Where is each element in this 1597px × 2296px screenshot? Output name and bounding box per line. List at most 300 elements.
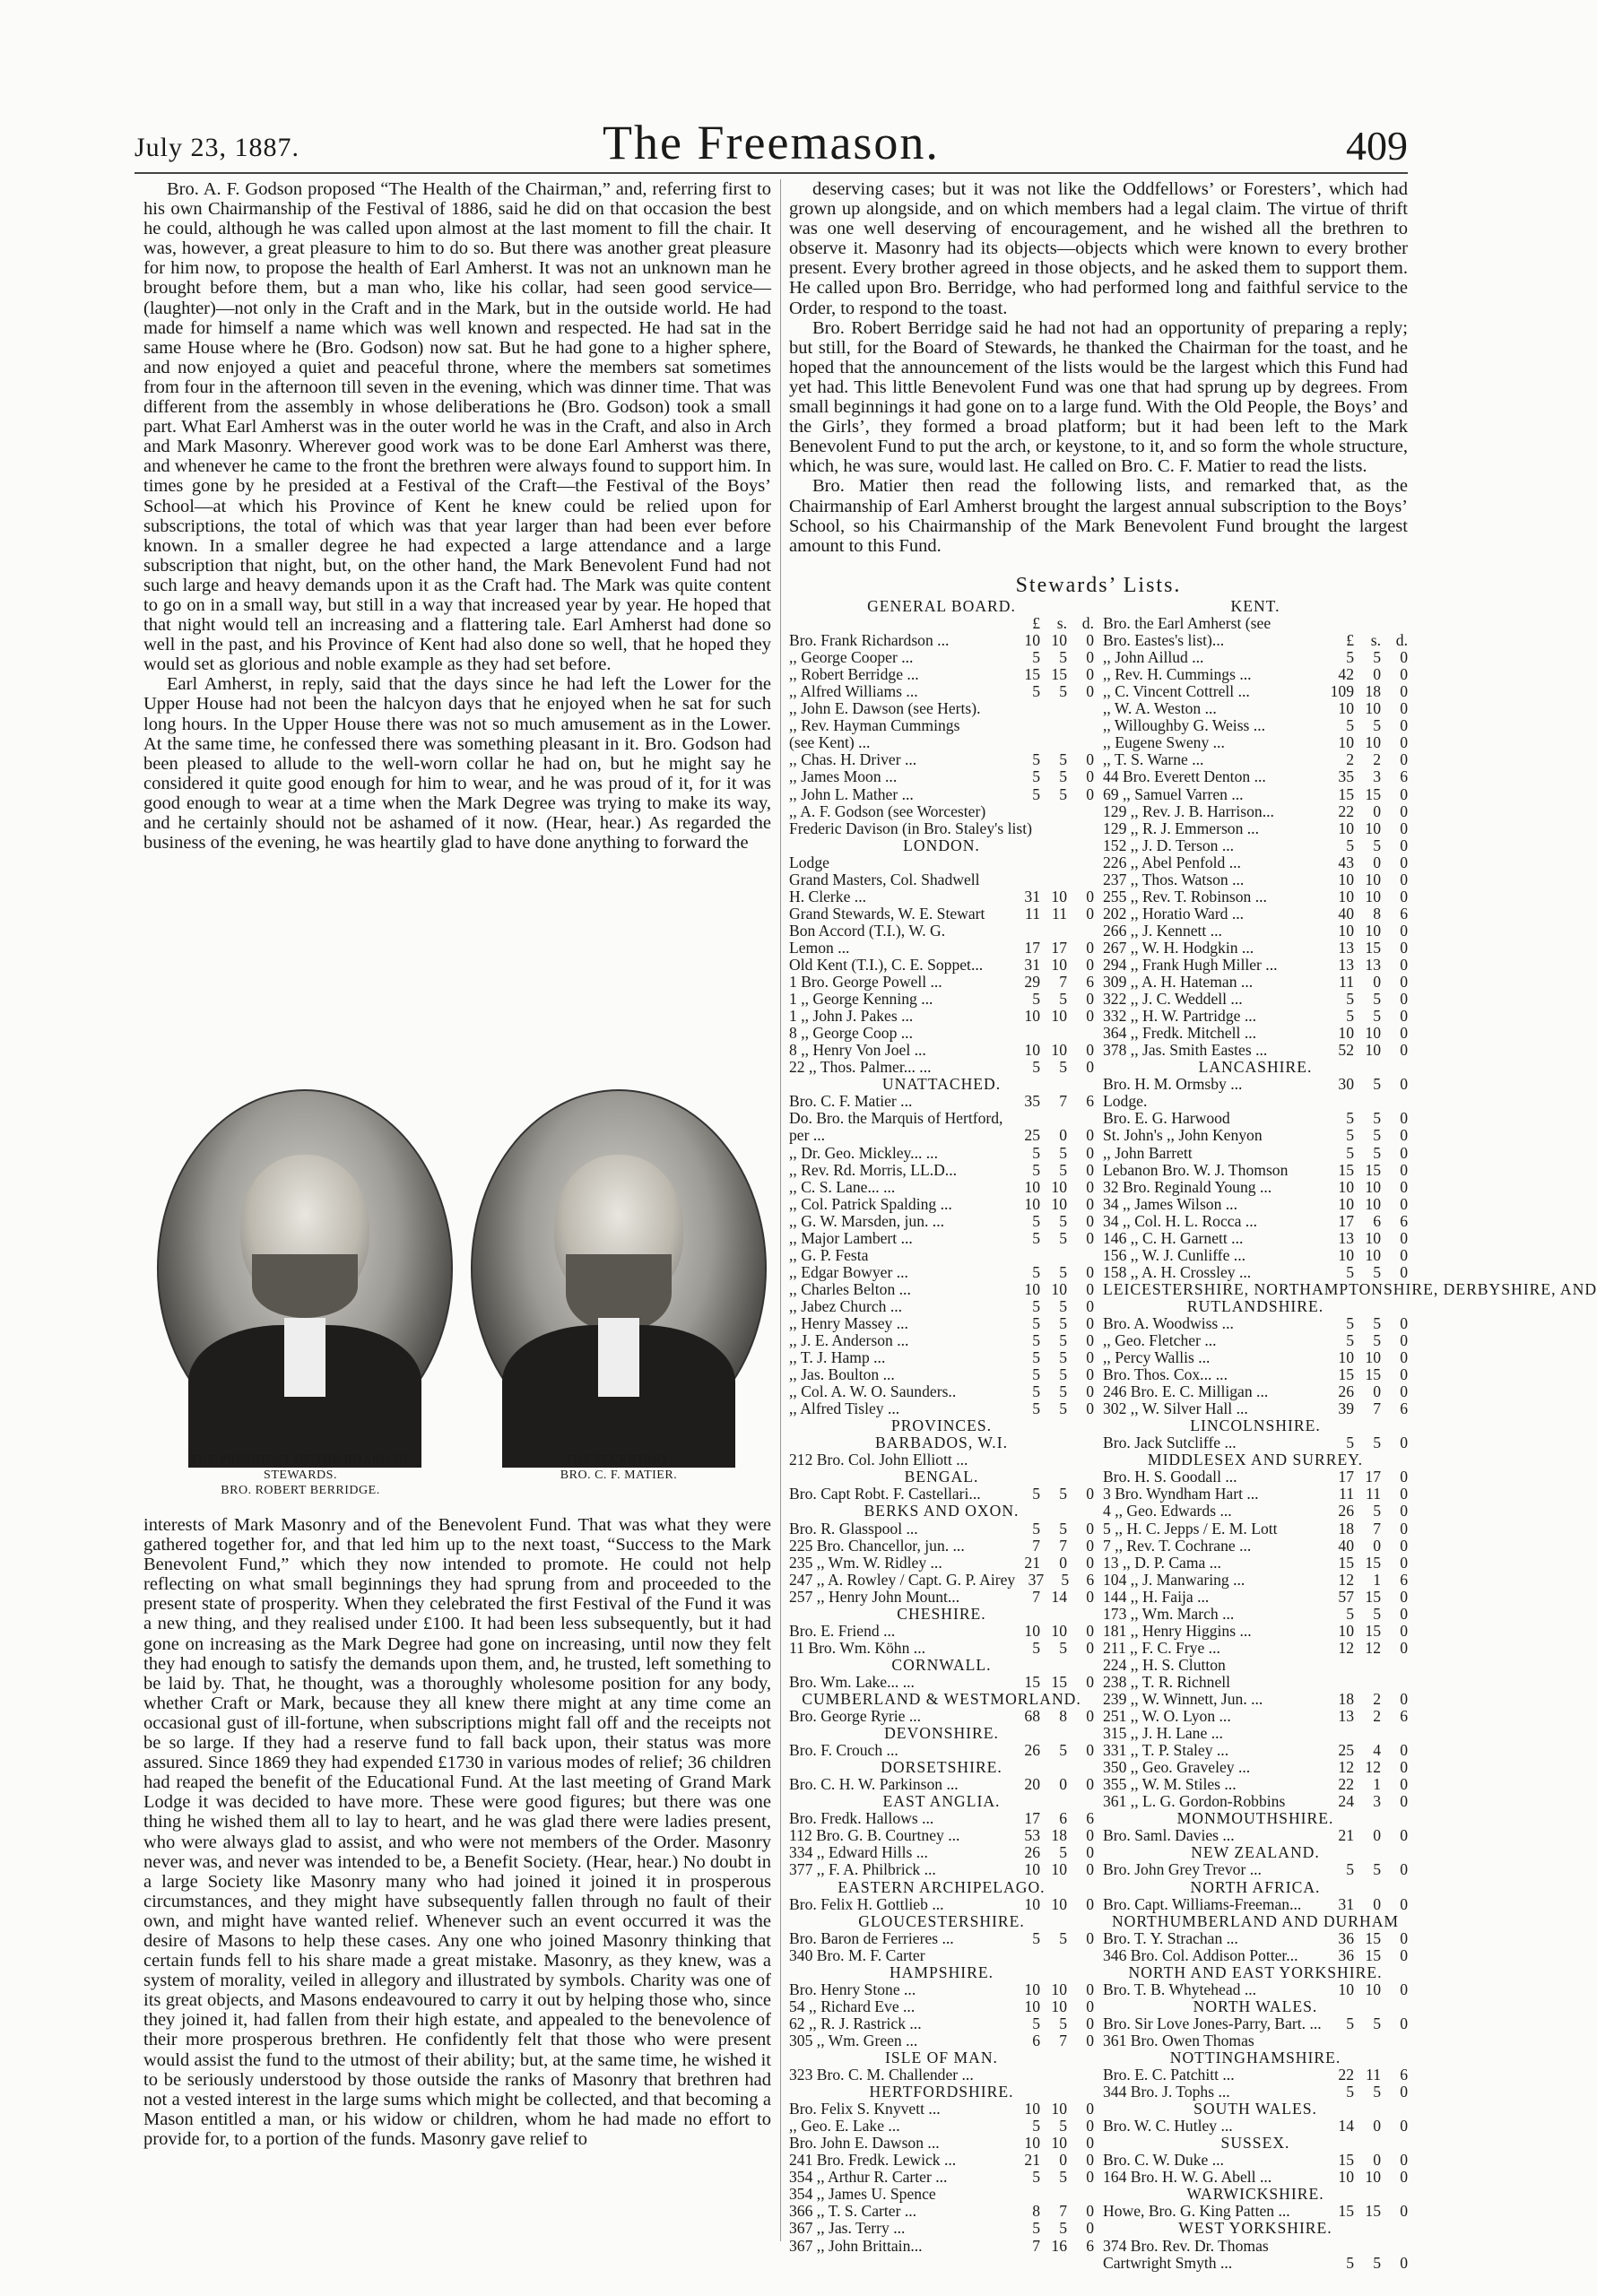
steward-name: 112 Bro. G. B. Courtney ... [789, 1826, 960, 1845]
pounds: 10 [1338, 1177, 1354, 1196]
list-item [789, 2015, 1094, 2032]
steward-name: 13 ,, D. P. Cama ... [1103, 1553, 1221, 1572]
steward-name: 266 ,, J. Kennett ... [1103, 921, 1222, 940]
list-item [1103, 1162, 1408, 1179]
list-item [1103, 1861, 1408, 1878]
pounds: 10 [1024, 2100, 1040, 2118]
amount [1325, 1247, 1408, 1264]
list-item [1103, 1042, 1408, 1059]
stewards-list-left [789, 598, 1094, 2255]
steward-name: 354 ,, James U. Spence [789, 2185, 936, 2204]
pounds: 5 [1346, 1313, 1354, 1332]
steward-name: 331 ,, T. P. Staley ... [1103, 1741, 1229, 1760]
pence: 0 [1400, 1041, 1408, 1060]
pence: 0 [1400, 1143, 1408, 1162]
steward-name: ,, Willoughby G. Weiss ... [1103, 716, 1265, 735]
list-item [1103, 1145, 1408, 1162]
pence [1069, 923, 1094, 940]
pounds: 13 [1338, 1707, 1354, 1726]
steward-name: 346 Bro. Col. Addison Potter... [1103, 1945, 1298, 1964]
pounds: 10 [1338, 1245, 1354, 1264]
pounds: 26 [1338, 1382, 1354, 1401]
pence: 0 [1400, 2014, 1408, 2032]
amount [1325, 1674, 1408, 1691]
list-item [1103, 803, 1408, 820]
amount [1325, 1861, 1408, 1878]
list-item [1103, 1247, 1408, 1264]
amount [1325, 649, 1408, 666]
list-item [1103, 854, 1408, 871]
list-item [789, 1708, 1094, 1725]
shillings: 7 [1059, 1092, 1067, 1111]
pounds: 5 [1032, 767, 1040, 786]
pounds: 10 [1024, 2134, 1040, 2153]
shillings: 5 [1373, 1502, 1381, 1521]
steward-name: 104 ,, J. Manwaring ... [1103, 1570, 1245, 1589]
list-heading: MONMOUTHSHIRE. [1176, 1809, 1334, 1828]
list-item [789, 1315, 1094, 1332]
shillings: 7 [1059, 973, 1067, 992]
shillings: 5 [1373, 990, 1381, 1009]
shillings: 5 [1059, 750, 1067, 769]
pounds: 5 [1346, 1007, 1354, 1026]
shillings: 4 [1373, 1741, 1381, 1760]
amount [1011, 632, 1094, 649]
amount [1011, 888, 1094, 905]
steward-name: Lodge [789, 853, 829, 871]
amount [1325, 1400, 1408, 1417]
shillings: 5 [1373, 1075, 1381, 1094]
pounds: 10 [1024, 1894, 1040, 1913]
amount [1325, 2084, 1408, 2101]
pounds [1015, 923, 1040, 940]
shillings: 10 [1365, 733, 1381, 752]
pounds: 5 [1032, 1228, 1040, 1247]
shillings: 10 [1365, 1024, 1381, 1043]
pounds: 10 [1338, 2168, 1354, 2187]
list-item [789, 1776, 1094, 1793]
amount [1325, 666, 1408, 683]
steward-name: ,, W. A. Weston ... [1103, 699, 1217, 718]
pence [1069, 2186, 1094, 2203]
pounds: 5 [1346, 1262, 1354, 1281]
shillings: 10 [1051, 2100, 1067, 2118]
shillings: 5 [1373, 2014, 1381, 2032]
steward-name: ,, Charles Belton ... [789, 1279, 911, 1298]
pence: 6 [1400, 1211, 1408, 1230]
pence: 0 [1086, 1058, 1094, 1077]
pounds: 5 [1032, 2117, 1040, 2136]
list-item [1103, 923, 1408, 940]
steward-name: Bro. Frank Richardson ... [789, 631, 950, 650]
pence: 0 [1086, 1519, 1094, 1538]
shillings: 5 [1059, 1843, 1067, 1862]
amount [1011, 1947, 1094, 1964]
list-item [789, 923, 1094, 940]
amount [1011, 683, 1094, 700]
amount [1011, 786, 1094, 803]
pounds: 29 [1024, 973, 1040, 992]
amount [1011, 854, 1094, 871]
steward-name: Old Kent (T.I.), C. E. Soppet... [789, 955, 984, 974]
shillings: 10 [1365, 921, 1381, 940]
steward-name: 7 ,, Rev. T. Cochrane ... [1103, 1536, 1252, 1555]
shillings: 5 [1059, 1928, 1067, 1947]
shillings: 10 [1365, 1194, 1381, 1213]
shillings [1356, 2238, 1381, 2255]
list-item [1103, 1093, 1408, 1110]
steward-name: 309 ,, A. H. Hateman ... [1103, 973, 1254, 992]
steward-name: 267 ,, W. H. Hodgkin ... [1103, 938, 1254, 957]
shillings: 10 [1051, 1279, 1067, 1298]
list-item [789, 649, 1094, 666]
pounds: 10 [1024, 1177, 1040, 1196]
pounds: 15 [1024, 1672, 1040, 1691]
list-item [789, 1896, 1094, 1913]
steward-name: 364 ,, Fredk. Mitchell ... [1103, 1024, 1257, 1043]
amount [1011, 2032, 1094, 2049]
pence: 0 [1400, 2253, 1408, 2272]
list-item [789, 2066, 1094, 2084]
steward-name: 158 ,, A. H. Crossley ... [1103, 1262, 1252, 1281]
amount [1011, 1196, 1094, 1213]
pence: 0 [1086, 1296, 1094, 1315]
list-item [1103, 1708, 1408, 1725]
steward-name: 237 ,, Thos. Watson ... [1103, 870, 1245, 888]
shillings: 10 [1051, 1621, 1067, 1640]
steward-name: 322 ,, J. C. Weddell ... [1103, 990, 1243, 1009]
amount [1011, 2135, 1094, 2152]
pence: 0 [1086, 1160, 1094, 1179]
list-item [789, 734, 1094, 751]
pounds: 25 [1024, 1126, 1040, 1145]
pence: 6 [1400, 1399, 1408, 1418]
amount [1011, 1264, 1094, 1281]
pounds: 5 [1032, 1160, 1040, 1179]
pence: 0 [1400, 1434, 1408, 1452]
pence: 0 [1086, 1980, 1094, 1998]
list-item [1103, 1538, 1408, 1555]
shillings: 11 [1052, 904, 1067, 923]
amount [1325, 717, 1408, 734]
steward-name: ,, Geo. E. Lake ... [789, 2117, 900, 2136]
steward-name: Bro. Capt Robt. F. Castellari... [789, 1485, 981, 1503]
pence [1383, 615, 1408, 632]
paragraph: Bro. Robert Berridge said he had not had an opportunity of preparing a reply; but still, for the Board of Stewards, he thanked the Chairman for the toast, and he hoped that the announcement of the lists would be the largest which this Fund had yet had. This little Benevolent Fund was one that had sprung up by degrees. From small beginnings it had gone on to a large fund. With the Old People, the Boys’ and the Girls’, they formed a broad platform; but it had been left to the Mark Benevolent Fund to put the arch, or keystone, to it, and so form the whole structure, which, he was sure, would last. He called on Bro. C. F. Matier to read the lists. [789, 317, 1408, 477]
shillings: 10 [1051, 1007, 1067, 1026]
pence: 0 [1086, 1536, 1094, 1555]
list-item [789, 1486, 1094, 1503]
amount [1011, 1025, 1094, 1042]
list-heading: WEST YORKSHIRE. [1178, 2219, 1332, 2238]
pounds: 5 [1346, 1109, 1354, 1128]
pence: 6 [1086, 973, 1094, 992]
amount [1325, 1025, 1408, 1042]
steward-name: ,, G. W. Marsden, jun. ... [789, 1211, 944, 1230]
shillings: 10 [1365, 1228, 1381, 1247]
steward-name: 354 ,, Arthur R. Carter ... [789, 2168, 948, 2187]
pence: 0 [1086, 784, 1094, 803]
amount [1011, 1844, 1094, 1861]
pence: 0 [1400, 1109, 1408, 1128]
steward-name: 241 Bro. Fredk. Lewick ... [789, 2151, 957, 2170]
pence: 0 [1400, 1262, 1408, 1281]
shillings: 5 [1373, 836, 1381, 854]
pence: 0 [1400, 648, 1408, 667]
steward-name: 32 Bro. Reginald Young ... [1103, 1177, 1272, 1196]
pounds: 7 [1032, 1536, 1040, 1555]
stewards-lists-title: Stewards’ Lists. [1015, 574, 1182, 597]
paragraph: interests of Mark Masonry and of the Benevolent Fund. That was what they were gathered together for, and that led him up to the next toast, “Success to the Mark Benevolent Fund,” which they now intended to promote. He could not help reflecting on what small beginnings they had sprung from and proceeded to the present state of prosperity. When they celebrated the first Festival of the Fund it was a new thing, and they realised under £100. It had been less subsequently, but it had gone on increasing as the Mark Degree had gone on increasing, until now they felt they had enough to satisfy the demands upon them, and, he trusted, left something to be laid by. That, he thought, was a thoroughly wholesome position for any body, whether Craft or Mark, because they all knew there might at any time come an occasional gust of ill-fortune, when subscriptions might fall off and the receipts not be so large. If they had a reserve fund to fall back upon, their status was more assured. Since 1869 they had expended £1730 in various modes of relief; 36 children had reaped the benefit of the Educational Fund. At the last meeting of Grand Mark Lodge it was decided to have more. These were good figures; but there was one thing he wished them all to lay to heart, and he was glad there were ladies present, who were always glad to assist, and who were not members of the Order. Masonry never was, and never was intended to be, a Benefit Society. (Hear, hear.) No doubt in a large Society like Masonry many who had joined it joined it in prosperous circumstances, and they might have subsequently fallen through no fault of their own, and might have wanted relief. Whenever such an event occurred it was the desire of Masons to help these cases. Any one who joined Masonry thinking that certain funds fell to his share made a great mistake. Masonry, as they knew, was a system of morality, veiled in allegory and illustrated by symbols. Charity was one of its great objects, and Masons endeavoured to carry it out by helping those who, since they joined it, had fallen from their high estate, and appealed to the benevolence of their more prosperous brethren. He confidently felt that those who were present would assist the fund to the utmost of their ability; but, at the same time, he wished it to be seriously understood by those outside the ranks of Masonry that brethren had not a vested interest in the large sums which might be collected, and that becoming a Mason entitled a man, or his widow or children, whom he had made no effort to provide for, to a portion of the funds. Masonry gave relief to [143, 1515, 771, 2149]
steward-name: Bro. C. W. Duke ... [1103, 2151, 1224, 2170]
list-item [789, 1981, 1094, 1998]
amount [1011, 1623, 1094, 1640]
issue-date: July 23, 1887. [135, 133, 300, 162]
pence: 0 [1086, 2100, 1094, 2118]
pence: 0 [1400, 1024, 1408, 1043]
shillings: 5 [1059, 1638, 1067, 1657]
shillings: 0 [1059, 1775, 1067, 1794]
shillings: 10 [1365, 2168, 1381, 2187]
list-item [789, 1930, 1094, 1947]
list-item [789, 717, 1094, 734]
pounds: 5 [1032, 784, 1040, 803]
pounds: 10 [1338, 887, 1354, 905]
list-item [789, 2152, 1094, 2169]
pence: 0 [1086, 2031, 1094, 2049]
amount [1011, 1281, 1094, 1298]
pounds: 53 [1024, 1826, 1040, 1845]
list-heading: DORSETSHIRE. [881, 1758, 1002, 1777]
shillings: 10 [1365, 1245, 1381, 1264]
pounds [1329, 1093, 1354, 1110]
pounds: 5 [1032, 648, 1040, 667]
pounds [1015, 1451, 1040, 1469]
list-item [789, 1008, 1094, 1025]
pence: 0 [1400, 1502, 1408, 1521]
pounds: 10 [1024, 1194, 1040, 1213]
pounds: 10 [1024, 1997, 1040, 2015]
pounds: 35 [1024, 1092, 1040, 1111]
shillings: 10 [1365, 1041, 1381, 1060]
list-item [1103, 2066, 1408, 2084]
pence: 0 [1086, 2134, 1094, 2153]
pounds: 5 [1346, 990, 1354, 1009]
shillings: 7 [1373, 1399, 1381, 1418]
pence: 0 [1086, 1741, 1094, 1760]
shillings: s. [1056, 614, 1067, 633]
steward-name: 378 ,, Jas. Smith Eastes ... [1103, 1041, 1268, 1060]
stewards-list-right [1103, 597, 1597, 2272]
pounds: 31 [1024, 887, 1040, 905]
pence: 0 [1086, 2202, 1094, 2221]
steward-name: per ... [789, 1126, 826, 1145]
steward-name: 377 ,, F. A. Philbrick ... [789, 1860, 936, 1879]
pounds: 5 [1032, 2219, 1040, 2238]
steward-name: 238 ,, T. R. Richnell [1103, 1672, 1231, 1691]
shillings: 5 [1373, 1604, 1381, 1623]
list-item [789, 1162, 1094, 1179]
shillings: 5 [1059, 2014, 1067, 2032]
steward-name: 212 Bro. Col. John Elliott ... [789, 1451, 968, 1469]
amount [1325, 615, 1408, 632]
shillings: 10 [1051, 1177, 1067, 1196]
pounds: 35 [1338, 767, 1354, 786]
amount [1325, 2066, 1408, 2084]
pence: 0 [1086, 1928, 1094, 1947]
pence: 0 [1086, 1143, 1094, 1162]
pounds: 31 [1024, 955, 1040, 974]
amount [1011, 940, 1094, 957]
pence: 0 [1086, 1126, 1094, 1145]
amount [1011, 1230, 1094, 1247]
steward-name: ,, Jas. Boulton ... [789, 1365, 895, 1384]
list-item [1103, 974, 1408, 991]
pence: 0 [1400, 2117, 1408, 2136]
pence: 0 [1400, 1980, 1408, 1998]
amount [1325, 1640, 1408, 1657]
shillings: 12 [1365, 1638, 1381, 1657]
list-item [1103, 768, 1408, 785]
amount [1325, 1896, 1408, 1913]
list-item [789, 1110, 1094, 1127]
pounds: 15 [1338, 784, 1354, 803]
steward-name: 251 ,, W. O. Lyon ... [1103, 1707, 1231, 1726]
amount [1325, 957, 1408, 974]
amount [1325, 1434, 1408, 1451]
shillings [1356, 2032, 1381, 2049]
list-item [1103, 1025, 1408, 1042]
pounds: 13 [1338, 1228, 1354, 1247]
list-item [789, 1538, 1094, 1555]
pence [1383, 1093, 1408, 1110]
list-item [1103, 820, 1408, 837]
shillings: 10 [1051, 1194, 1067, 1213]
list-heading: EASTERN ARCHIPELAGO. [838, 1877, 1046, 1896]
shillings: 0 [1373, 1536, 1381, 1555]
steward-name: 361 Bro. Owen Thomas [1103, 2031, 1254, 2049]
pence: 0 [1086, 1775, 1094, 1794]
pounds: 10 [1338, 699, 1354, 718]
list-item [1103, 1486, 1408, 1503]
shillings [1042, 1947, 1067, 1964]
shillings: 10 [1051, 2134, 1067, 2153]
amount [1011, 1810, 1094, 1827]
steward-name: 366 ,, T. S. Carter ... [789, 2202, 917, 2221]
list-item [1103, 1332, 1408, 1349]
shillings: 15 [1365, 784, 1381, 803]
shillings: 5 [1059, 1143, 1067, 1162]
amount [1325, 1981, 1408, 1998]
amount [1325, 2032, 1408, 2049]
pounds: 11 [1339, 973, 1354, 992]
pounds: 25 [1338, 1741, 1354, 1760]
pence: 0 [1400, 1007, 1408, 1026]
pence [1383, 2238, 1408, 2255]
list-item [789, 1589, 1094, 1606]
list-item [789, 1349, 1094, 1366]
amount [1011, 700, 1094, 717]
list-heading: CORNWALL. [891, 1655, 992, 1674]
amount [1011, 1315, 1094, 1332]
steward-name: 181 ,, Henry Higgins ... [1103, 1621, 1252, 1640]
shillings: s. [1370, 631, 1381, 650]
pounds: 15 [1338, 1553, 1354, 1572]
pence: 0 [1400, 1792, 1408, 1811]
pence: 0 [1086, 1621, 1094, 1640]
amount [1011, 803, 1094, 820]
column-divider [780, 179, 781, 2241]
shillings: 15 [1365, 1945, 1381, 1964]
pounds: 17 [1024, 938, 1040, 957]
list-item [1103, 1623, 1408, 1640]
amount [1011, 2169, 1094, 2186]
pounds: 109 [1330, 682, 1354, 701]
amount [1011, 1349, 1094, 1366]
pounds: 22 [1338, 801, 1354, 820]
amount [1011, 1742, 1094, 1759]
pounds: 10 [1338, 1024, 1354, 1043]
shillings [1356, 1674, 1381, 1691]
paragraph: Bro. A. F. Godson proposed “The Health of the Chairman,” and, referring first to his own Chairmanship of the Festival of 1886, said he did on that occasion the best he could, although he was called upon almost at the last moment to fill the chair. It was, however, a great pleasure to him to do so. But there was another great pleasure for him now, to propose the health of Earl Amherst. It was not an unknown man he brought before them, but a man who, like his collar, had seen good service—(laughter)—not only in the Craft and in the Mark, but in the outside world. He had made for himself a name which was well known and respected. He had sat in the same House where he (Bro. Godson) now sat. But he had gone to a higher sphere, and now enjoyed a quiet and peaceful throne, where the members sat sometimes from four in the afternoon till seven in the evening, which was dinner time. That was different from the assembly in whose deliberations he (Bro. Godson) took a small part. What Earl Amherst was in the outer world he was in the Craft, and also in Arch and Mark Masonry. Wherever good work was to be done Earl Amherst was there, and whenever he came to the front the brethren were always found to support him. In times gone by he presided at a Festival of the Craft—the Festival of the Boys’ School—at which his Province of Kent he knew could be relied upon for subscriptions, the total of which was that year larger than had been ever before known. In a smaller degree he had expected a large attendance and a large subscription that night, but, on the other hand, the Mark Benevolent Fund had not such large and heavy demands upon it as the Craft had. The Mark was quite content to go on in a small way, but still in a way that increased year by year. He hoped that that night would tell an increasing and a flattering tale. Earl Amherst had done so well in the past, and his Province of Kent had also done so well, that he hoped they would set as glorious and noble example as they had set before. [143, 179, 771, 675]
steward-name: 340 Bro. M. F. Carter [789, 1945, 925, 1964]
pence: 0 [1086, 2014, 1094, 2032]
shillings: 17 [1051, 938, 1067, 957]
pence: 0 [1086, 1553, 1094, 1572]
list-heading: BERKS AND OXON. [864, 1502, 1020, 1521]
list-item [789, 1742, 1094, 1759]
pence: 0 [1400, 2083, 1408, 2101]
pence: 0 [1086, 631, 1094, 650]
list-item [1103, 1657, 1408, 1674]
pounds: 36 [1338, 1945, 1354, 1964]
shillings: 8 [1373, 904, 1381, 923]
pounds [1015, 700, 1040, 717]
amount [1011, 768, 1094, 785]
amount [1325, 1555, 1408, 1572]
shillings: 0 [1373, 1382, 1381, 1401]
pence: 0 [1400, 1621, 1408, 1640]
pence [1069, 854, 1094, 871]
amount [1011, 1366, 1094, 1383]
list-item [1103, 2152, 1408, 2169]
amount [1325, 768, 1408, 785]
amount [1011, 1179, 1094, 1196]
list-heading: LANCASHIRE. [1198, 1058, 1313, 1077]
list-item [1103, 1400, 1408, 1417]
list-item [1103, 1827, 1408, 1844]
pence: 0 [1086, 1279, 1094, 1298]
pounds: 21 [1024, 2151, 1040, 2170]
steward-name: ,, John Barrett [1103, 1143, 1193, 1162]
shillings: 10 [1051, 1041, 1067, 1060]
steward-name: ,, Geo. Fletcher ... [1103, 1331, 1217, 1350]
pence: 0 [1086, 1365, 1094, 1384]
amount [1011, 615, 1094, 632]
pence: 0 [1400, 784, 1408, 803]
amount [1325, 854, 1408, 871]
shillings: 15 [1365, 1553, 1381, 1572]
steward-name: Bro. A. Woodwiss ... [1103, 1313, 1234, 1332]
shillings [1042, 700, 1067, 717]
amount [1325, 1127, 1408, 1144]
amount [1325, 1742, 1408, 1759]
amount [1011, 2101, 1094, 2118]
list-item [1103, 1776, 1408, 1793]
list-item [1103, 1981, 1408, 1998]
amount [1011, 1998, 1094, 2015]
steward-name: 129 ,, R. J. Emmerson ... [1103, 819, 1259, 837]
